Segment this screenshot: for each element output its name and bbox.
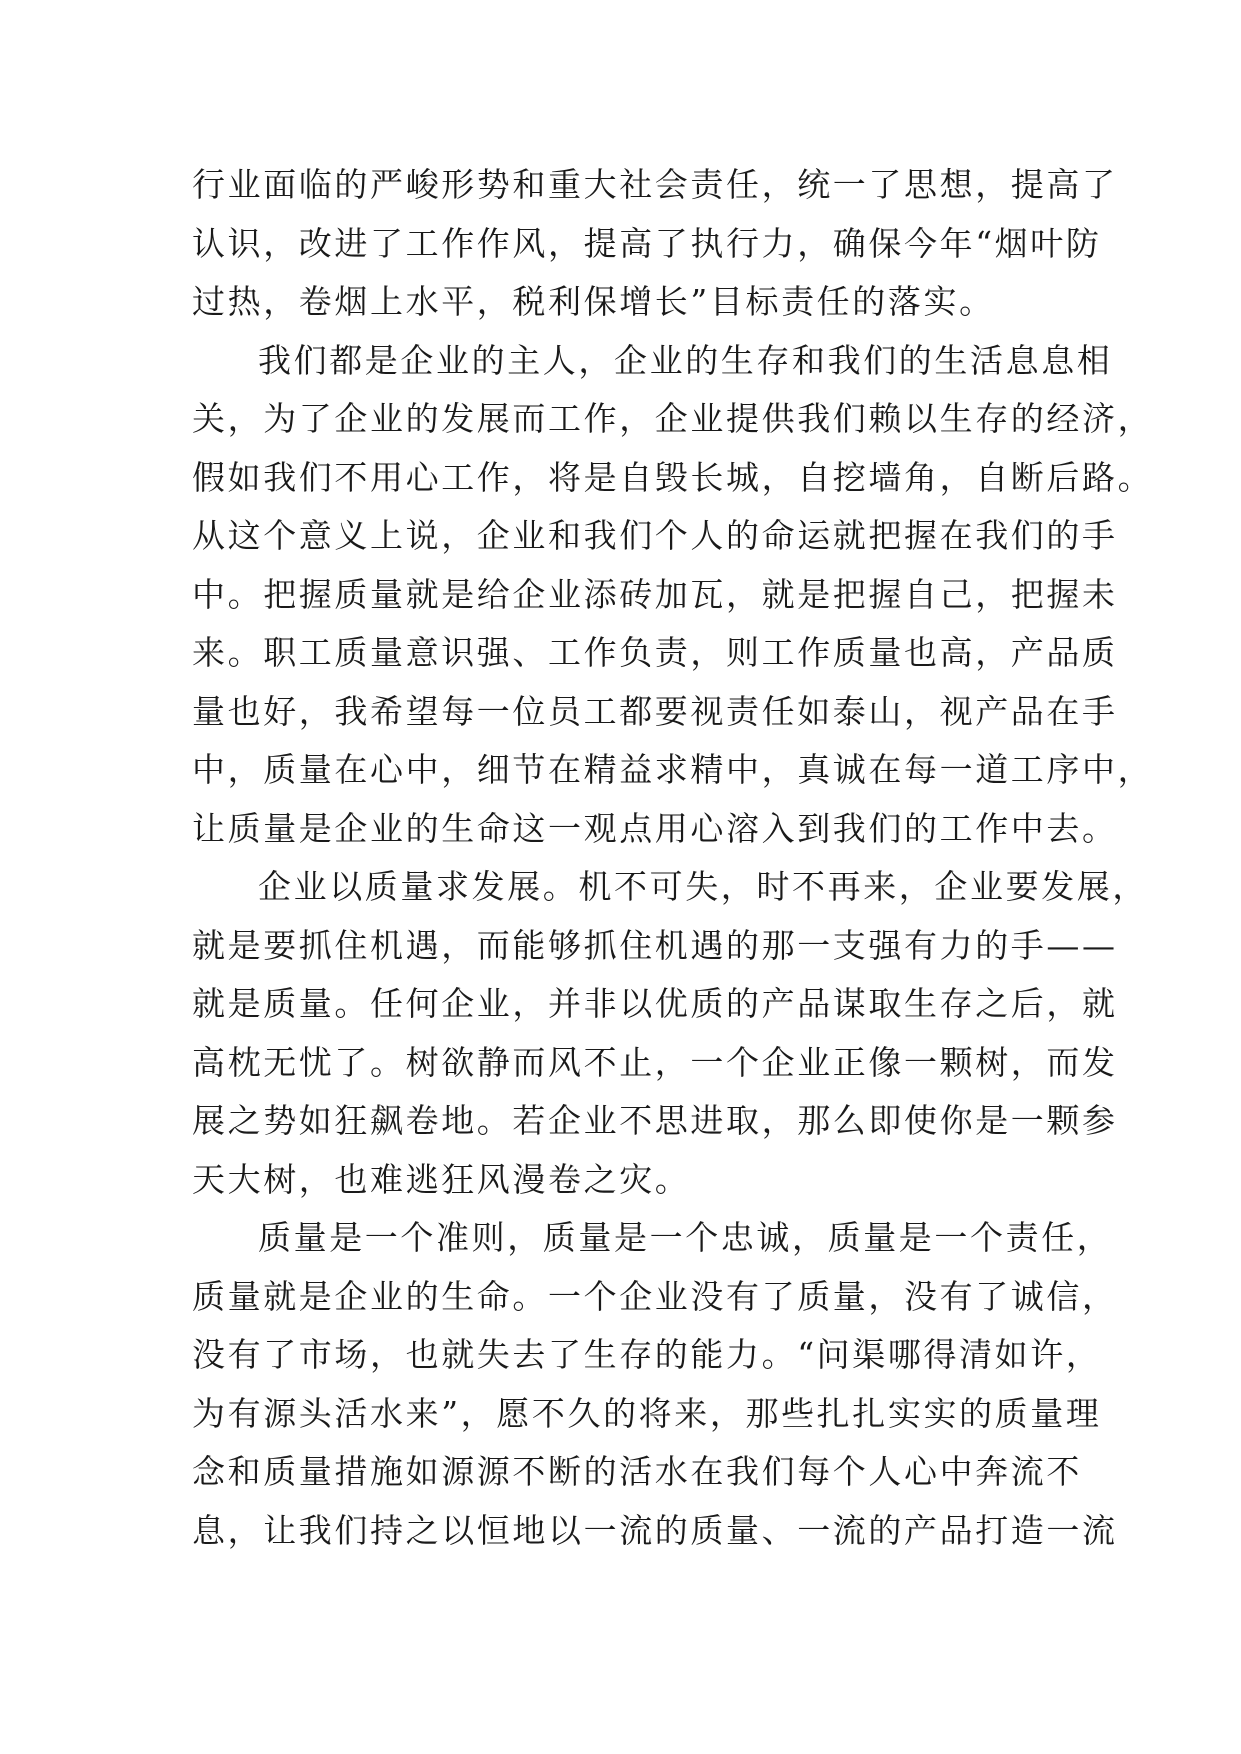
text-line: 假如我们不用心工作，将是自毁长城，自挖墙角，自断后路。	[192, 457, 1154, 497]
text-line: 为有源头活水来”，愿不久的将来，那些扎扎实实的质量理	[192, 1393, 1102, 1433]
text-line: 过热，卷烟上水平，税利保增长”目标责任的落实。	[192, 282, 995, 321]
text-line: 展之势如狂飙卷地。若企业不思进取，那么即使你是一颗参	[192, 1101, 1118, 1140]
paragraph-first-line: 质量是一个准则，质量是一个忠诚，质量是一个责任，	[258, 1218, 1113, 1257]
text-line: 天大树，也难逃狂风漫卷之灾。	[192, 1159, 691, 1199]
paragraph-first-line: 企业以质量求发展。机不可失，时不再来，企业要发展，	[258, 867, 1148, 906]
text-line: 让质量是企业的生命这一观点用心溶入到我们的工作中去。	[192, 808, 1118, 848]
text-line: 质量就是企业的生命。一个企业没有了质量，没有了诚信，	[192, 1276, 1118, 1316]
text-line: 从这个意义上说，企业和我们个人的命运就把握在我们的手	[192, 516, 1118, 555]
text-line: 就是要抓住机遇，而能够抓住机遇的那一支强有力的手——	[192, 925, 1118, 965]
text-line: 息，让我们持之以恒地以一流的质量、一流的产品打造一流	[192, 1510, 1118, 1550]
body-text	[192, 156, 1154, 1560]
text-line: 认识，改进了工作作风，提高了执行力，确保今年“烟叶防	[192, 223, 1102, 263]
text-line: 关，为了企业的发展而工作，企业提供我们赖以生存的经济，	[192, 399, 1154, 438]
paragraph-first-line: 我们都是企业的主人，企业的生存和我们的生活息息相	[258, 340, 1113, 380]
text-line: 念和质量措施如源源不断的活水在我们每个人心中奔流不	[192, 1452, 1082, 1491]
text-line: 中，质量在心中，细节在精益求精中，真诚在每一道工序中，	[192, 750, 1154, 789]
text-line: 来。职工质量意识强、工作负责，则工作质量也高，产品质	[192, 633, 1118, 672]
text-line: 行业面临的严峻形势和重大社会责任，统一了思想，提高了	[192, 165, 1118, 204]
text-line: 中。把握质量就是给企业添砖加瓦，就是把握自己，把握未	[192, 574, 1118, 614]
text-line: 就是质量。任何企业，并非以优质的产品谋取生存之后，就	[192, 984, 1118, 1023]
text-line: 量也好，我希望每一位员工都要视责任如泰山，视产品在手	[192, 691, 1118, 731]
text-line: 高枕无忧了。树欲静而风不止，一个企业正像一颗树，而发	[192, 1042, 1118, 1082]
text-line: 没有了市场，也就失去了生存的能力。“问渠哪得清如许，	[192, 1335, 1102, 1374]
